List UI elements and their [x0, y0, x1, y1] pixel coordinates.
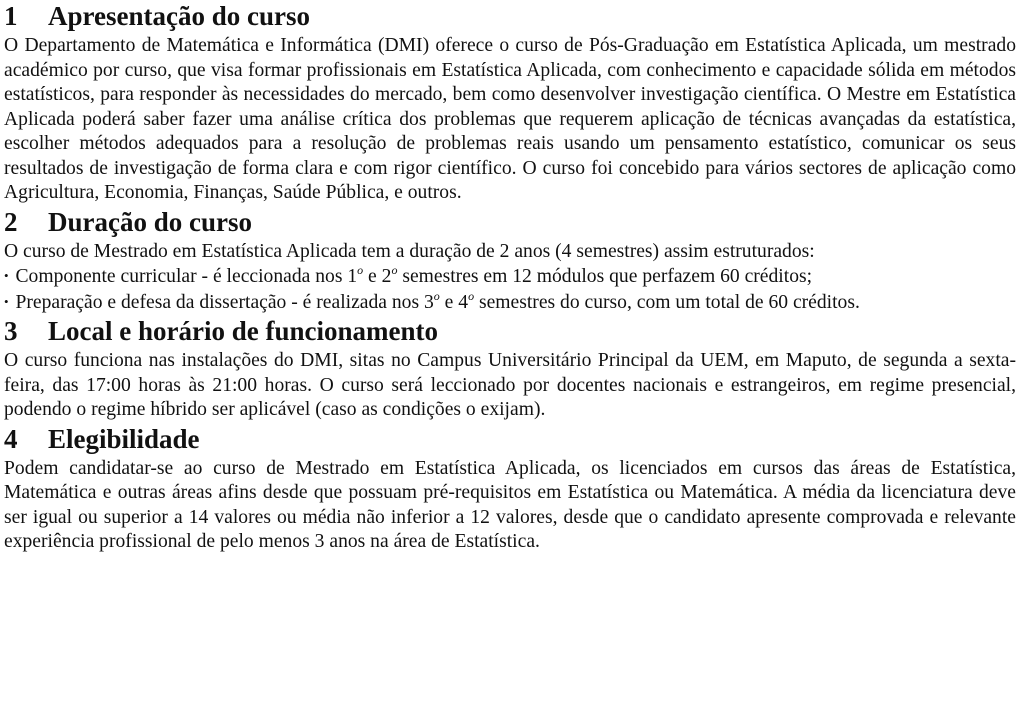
bullet-text: e 2 [363, 266, 392, 287]
bullet-text: Preparação e defesa da dissertação - é realizada nos 3 [15, 291, 434, 313]
ordinal-superscript: o [468, 288, 475, 303]
bullet-item [4, 290, 1016, 316]
section-duracao [4, 206, 1016, 316]
section-elegibilidade [4, 423, 1016, 555]
section-number: 1 [4, 1, 18, 31]
section-paragraph: O curso de Mestrado em Estatística Aplicada tem a duração de 2 anos (4 semestres) assim estruturados: [4, 240, 815, 262]
section-title: Duração do curso [48, 206, 252, 237]
section-title: Local e horário de funcionamento [48, 316, 438, 346]
section-number: 3 [4, 316, 18, 346]
section-paragraph: Podem candidatar-se ao curso de Mestrado em Estatística Aplicada, os licenciados em cursos das áreas de Estatística, Matemática e outras áreas afins desde que possuam pré-requisitos em Estatística ou Matemática. A média da licenciatura deve ser igual ou superior a 14 valores ou média não inferior a 12 valores, desde que o candidato apresente comprovada e relevante experiência profissional de pelo menos 3 anos na área de Estatística. [4, 457, 1016, 552]
section-apresentacao [4, 0, 1016, 206]
ordinal-superscript: o [433, 288, 440, 303]
section-number: 4 [4, 423, 18, 454]
bullet-marker: • [4, 268, 9, 283]
bullet-text: Componente curricular - é leccionada nos 1 [15, 266, 358, 287]
section-title: Apresentação do curso [48, 1, 310, 31]
bullet-text: e 4 [439, 291, 469, 313]
section-title: Elegibilidade [48, 423, 200, 454]
bullet-item [4, 264, 1016, 290]
bullet-text: semestres do curso, com um total de 60 créditos. [474, 291, 860, 313]
section-heading [4, 315, 1016, 347]
bullet-text: semestres em 12 módulos que perfazem 60 créditos; [397, 266, 813, 287]
bullet-marker: • [4, 293, 9, 309]
section-paragraph: O Departamento de Matemática e Informática (DMI) oferece o curso de Pós-Graduação em Estatística Aplicada, um mestrado académico por curso, que visa formar profissionais em Estatística Aplicada, com conhecimento e capacidade sólida em métodos estatísticos, para responder às necessidades do mercado, bem como desenvolver investigação científica. O Mestre em Estatística Aplicada poderá saber fazer uma análise crítica dos problemas que requerem aplicação de técnicas avançadas da estatística, escolher métodos adequados para a resolução de problemas reais usando um pensamento estatístico, comunicar os seus resultados de investigação de forma clara e com rigor científico. O curso foi concebido para vários sectores de aplicação como Agricultura, Economia, Finanças, Saúde Pública, e outros. [4, 35, 1016, 203]
section-heading [4, 206, 1016, 238]
section-number: 2 [4, 206, 18, 237]
section-local-horario [4, 315, 1016, 423]
section-heading [4, 0, 1016, 32]
ordinal-superscript: o [391, 263, 398, 277]
ordinal-superscript: o [357, 263, 364, 277]
section-heading [4, 423, 1016, 455]
section-paragraph: O curso funciona nas instalações do DMI, sitas no Campus Universitário Principal da UEM, em Maputo, de segunda a sexta-feira, das 17:00 horas às 21:00 horas. O curso será leccionado por docentes nacionais e estrangeiros, em regime presencial, podendo o regime híbrido ser aplicável (caso as condições o exijam). [4, 350, 1016, 420]
